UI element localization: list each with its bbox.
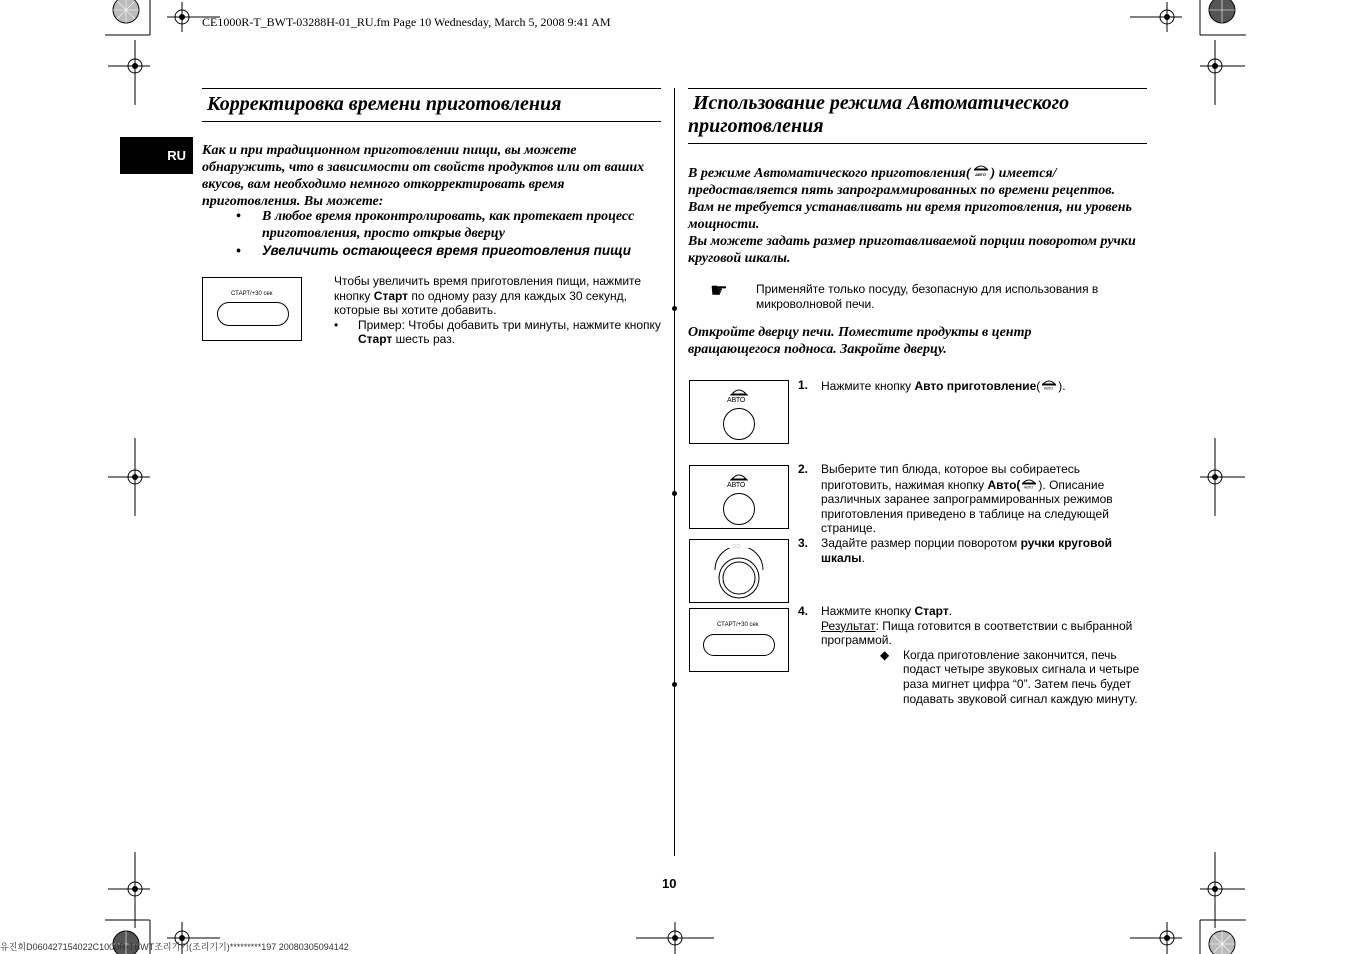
start-label: СТАРТ/+30 сек	[717, 622, 759, 628]
auto-button-illustration-1	[689, 380, 789, 444]
left-example: • Пример: Чтобы добавить три минуты, нажмите кнопку Старт шесть раз.	[334, 317, 661, 347]
note-hand-icon: ☛	[710, 280, 728, 302]
left-bullet-2: • Увеличить остающееся время приготовления пищи	[236, 243, 631, 258]
auto-cook-icon	[1020, 477, 1038, 489]
step-4: 4. Нажмите кнопку Старт. Результат: Пища готовится в соответствии с выбранной программой. ◆ Когда приготовление закончится, печь подаст четыре звуковых сигнала и четыре раза мигнет цифра “0”. Затем печь будет подавать звуковой сигнал каждую минуту.	[798, 604, 1148, 706]
title-rule-top	[202, 88, 661, 89]
left-instructions	[334, 274, 664, 347]
auto-button-illustration-2	[689, 465, 789, 529]
svg-text:АВТО: АВТО	[1024, 485, 1034, 489]
dial-knob	[709, 548, 769, 600]
pot-icon	[728, 471, 750, 481]
language-tab: RU	[120, 137, 193, 174]
file-info-header: CE1000R-T_BWT-03288H-01_RU.fm Page 10 Wednesday, March 5, 2008 9:41 AM	[202, 15, 611, 29]
bullet-marker	[672, 491, 677, 496]
title-rule-bottom	[202, 121, 661, 122]
bullet-marker	[672, 306, 677, 311]
result-line: Результат: Пища готовится в соответствии с выбранной программой.	[821, 618, 1133, 648]
auto-cook-icon	[1040, 378, 1058, 390]
auto-button-circle	[723, 493, 755, 525]
dial-label: ◌◌	[732, 543, 741, 550]
bullet-marker	[672, 682, 677, 687]
right-title-rule-top	[688, 88, 1147, 89]
left-title: Корректировка времени приготовления	[207, 93, 562, 115]
left-bullet-list	[236, 208, 664, 259]
bullet-glyph: •	[236, 243, 241, 258]
left-instruction-text: Чтобы увеличить время приготовления пищи, нажмите кнопку Старт по одному разу для каждых 30 секунд, которые вы хотите добавить.	[334, 274, 642, 318]
start-button-illustration-right	[689, 608, 789, 672]
result-note: ◆ Когда приготовление закончится, печь подаст четыре звуковых сигнала и четыре раза мигнет цифра “0”. Затем печь будет подавать звуковой сигнал каждую минуту.	[880, 647, 1140, 706]
dial-illustration	[689, 539, 789, 603]
auto-label: АВТО	[727, 482, 746, 489]
pot-icon	[728, 386, 750, 396]
start-button-illustration	[202, 277, 302, 341]
auto-button-circle	[723, 408, 755, 440]
note-text: Применяйте только посуду, безопасную для использования в микроволновой печи.	[756, 282, 1099, 311]
bullet-glyph: •	[236, 209, 241, 224]
right-intro: В режиме Автоматического приготовления( АВТО ) имеется/предоставляется пять запрограммированных по времени рецептов. Вам не требуется устанавливать ни время приготовления, ни уровень мощности. Вы можете задать размер приготавливаемой порции поворотом ручки круговой шкалы.	[688, 163, 1143, 267]
column-divider	[674, 88, 675, 856]
right-title: Использование режима Автоматического приготовления	[688, 92, 1070, 137]
start-label: СТАРТ/+30 сек	[231, 291, 273, 297]
right-title-rule-bottom	[688, 143, 1147, 144]
bullet-glyph: •	[334, 317, 339, 332]
svg-text:АВТО: АВТО	[1044, 386, 1054, 390]
left-intro: Как и при традиционном приготовлении пищи, вы можете обнаружить, что в зависимости от свойств продуктов или от ваших вкусов, вам необходимо немного откорректировать время приготовления. Вы можете:	[202, 143, 645, 209]
footer-print-info: 유진희D060427154022C1000R-TBWT조리기기(조리기기)*********197 20080305094142	[0, 942, 349, 952]
open-door-instruction: Откройте дверцу печи. Поместите продукты в центр вращающегося подноса. Закройте дверцу.	[688, 325, 1032, 357]
start-button-oval	[217, 302, 289, 326]
step-3: 3. Задайте размер порции поворотом ручки круговой шкалы.	[798, 536, 1113, 565]
start-button-oval	[703, 634, 775, 656]
page-number: 10	[662, 876, 677, 891]
step-1: 1. Нажмите кнопку Авто приготовление( АВТО ).	[798, 378, 1066, 393]
diamond-bullet: ◆	[880, 647, 890, 662]
step-2: 2. Выберите тип блюда, которое вы собираетесь приготовить, нажимая кнопку Авто( АВТО ). Описание различных заранее запрограммированных режимов приготовления приведено в таблице на следующей странице.	[798, 462, 1113, 536]
left-bullet-1: • В любое время проконтролировать, как протекает процесс приготовления, просто открыв дверцу	[236, 209, 635, 241]
result-label: Результат	[821, 618, 876, 633]
svg-text:АВТО: АВТО	[974, 172, 986, 177]
auto-label: АВТО	[727, 397, 746, 404]
auto-cook-icon	[971, 163, 991, 177]
